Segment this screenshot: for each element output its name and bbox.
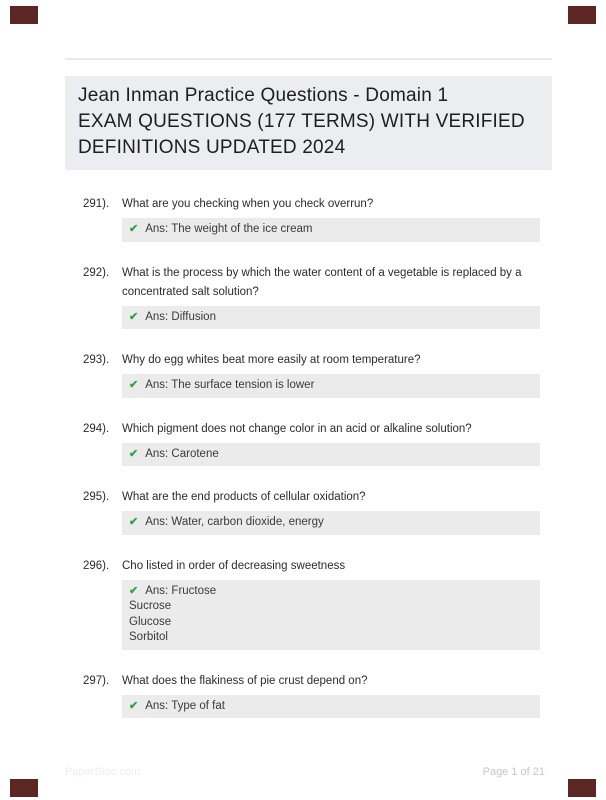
question-item: [83, 672, 540, 719]
answer-box: [122, 443, 540, 467]
answer-line: Glucose: [129, 615, 172, 628]
corner-marker-top-left: [10, 6, 38, 24]
question-number: 296).: [83, 559, 110, 572]
check-icon: ✔: [129, 379, 139, 391]
answer-box: [122, 511, 540, 535]
answer-text: Ans: The weight of the ice cream: [145, 223, 313, 235]
question-text: What is the process by which the water content of a vegetable is replaced by a concentrated salt solution?: [122, 266, 522, 298]
corner-marker-bottom-left: [10, 779, 38, 797]
answer-line: [129, 447, 532, 463]
question-item: [83, 420, 540, 467]
page-footer: [65, 766, 545, 778]
document-title-line: EXAM QUESTIONS (177 TERMS) WITH VERIFIED: [78, 111, 525, 132]
answer-box: [122, 695, 540, 719]
document-title-card: [65, 76, 552, 170]
check-icon: ✔: [129, 223, 139, 235]
question-number: 291).: [83, 198, 110, 210]
check-icon: ✔: [129, 310, 139, 323]
answer-text: Ans: Water, carbon dioxide, energy: [145, 516, 324, 528]
answer-box: [122, 580, 540, 650]
check-icon: ✔: [129, 699, 139, 712]
watermark-text: PaperStoc.com: [65, 766, 141, 778]
answer-line: Sucrose: [129, 600, 172, 612]
question-list: [83, 195, 540, 740]
question-row: [83, 351, 540, 370]
question-text: What are the end products of cellular oxidation?: [122, 491, 366, 503]
answer-line: [129, 222, 532, 238]
answer-line: [129, 584, 532, 600]
answer-box: [122, 218, 540, 242]
question-row: [83, 672, 540, 691]
question-number: 297).: [83, 674, 110, 687]
question-number: 293).: [83, 354, 110, 366]
question-item: [83, 264, 540, 330]
question-text: What does the flakiness of pie crust depend on?: [122, 674, 368, 687]
question-text: Why do egg whites beat more easily at room temperature?: [122, 354, 421, 366]
answer-line: [129, 378, 532, 394]
corner-marker-bottom-right: [568, 779, 596, 797]
answer-text: Ans: Type of fat: [145, 699, 225, 712]
question-text: What are you checking when you check overrun?: [122, 198, 374, 210]
check-icon: ✔: [129, 584, 139, 597]
answer-text: Ans: Fructose: [145, 584, 217, 597]
page-number-indicator: Page 1 of 21: [482, 766, 545, 778]
answer-text: Ans: Diffusion: [145, 310, 216, 323]
answer-box: [122, 306, 540, 330]
answer-line: [129, 310, 532, 326]
question-text: Which pigment does not change color in an acid or alkaline solution?: [122, 422, 472, 435]
question-item: [83, 195, 540, 242]
question-number: 295).: [83, 491, 110, 503]
question-number: 292).: [83, 266, 110, 279]
answer-line: [129, 699, 532, 715]
answer-line: [129, 515, 532, 531]
corner-marker-top-right: [568, 6, 596, 24]
answer-line: Sorbitol: [129, 631, 168, 643]
question-number: 294).: [83, 422, 110, 435]
answer-text: Ans: The surface tension is lower: [145, 379, 315, 391]
question-item: [83, 488, 540, 535]
check-icon: ✔: [129, 447, 139, 460]
question-row: [83, 488, 540, 507]
question-row: [83, 195, 540, 214]
question-item: [83, 557, 540, 650]
answer-box: [122, 374, 540, 398]
check-icon: ✔: [129, 516, 139, 528]
answer-text: Ans: Carotene: [145, 447, 219, 460]
question-item: [83, 351, 540, 398]
document-title-line: DEFINITIONS UPDATED 2024: [78, 137, 346, 158]
document-title-line: Jean Inman Practice Questions - Domain 1: [78, 85, 449, 106]
question-text: Cho listed in order of decreasing sweetness: [122, 559, 346, 572]
question-row: [83, 557, 540, 576]
question-row: [83, 420, 540, 439]
question-row: [83, 264, 540, 302]
header-divider: [65, 58, 552, 60]
